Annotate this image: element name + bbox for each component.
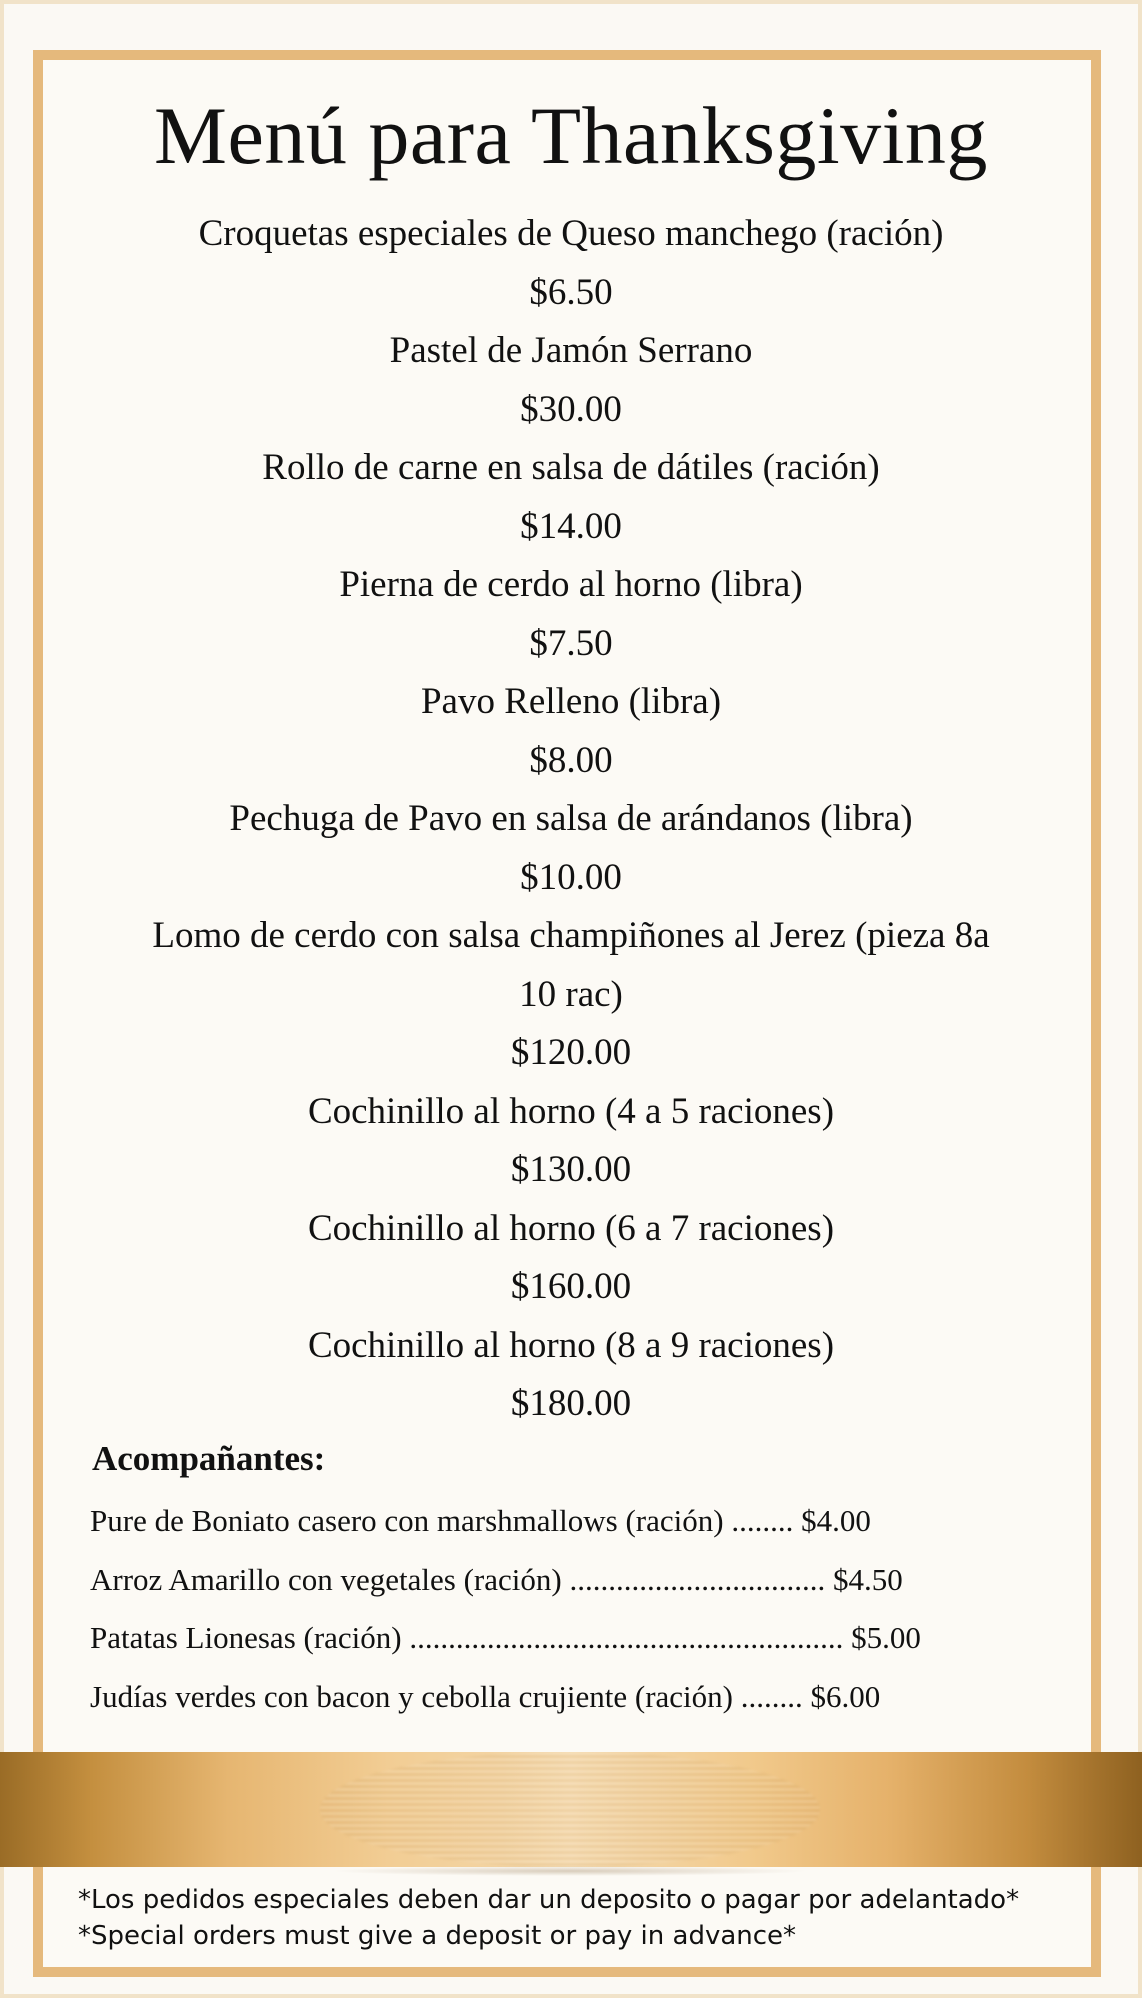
menu-item-name: Cochinillo al horno (8 a 9 raciones) (307, 1324, 835, 1366)
menu-item-name: Pechuga de Pavo en salsa de arándanos (libra) (229, 798, 913, 839)
menu-item (0, 205, 1142, 322)
menu-item-name: Pastel de Jamón Serrano (389, 330, 753, 371)
menu-item-name: Rollo de carne en salsa de dátiles (ración) (262, 447, 880, 488)
note-english: *Special orders must give a deposit or pay in advance* (78, 1921, 797, 1951)
menu-item-price: $8.00 (529, 739, 613, 781)
menu-item-name: Cochinillo al horno (6 a 7 raciones) (307, 1207, 835, 1249)
side-item: Patatas Lionesas (ración) ........................................................ $5.00 (90, 1620, 921, 1655)
menu-item (0, 790, 1142, 907)
footer-notes (78, 1882, 1078, 1954)
side-item: Judías verdes con bacon y cebolla crujiente (ración) ........ $6.00 (90, 1678, 881, 1714)
menu-item-name: Pierna de cerdo al horno (libra) (339, 564, 803, 605)
menu-item-price: $130.00 (510, 1149, 632, 1190)
menu-item (0, 1317, 1142, 1434)
menu-item-name: Lomo de cerdo con salsa champiñones al Jerez (pieza 8a 10 rac) (152, 915, 990, 1015)
menu-item-name: Croquetas especiales de Queso manchego (ración) (198, 213, 944, 254)
ribbon-shine (320, 1752, 820, 1867)
menu-item (0, 322, 1142, 439)
menu-item-price: $120.00 (510, 1032, 632, 1073)
menu-item (0, 1200, 1142, 1317)
menu-item (0, 673, 1142, 790)
menu-item-price: $6.50 (529, 271, 613, 313)
menu-item (0, 556, 1142, 673)
sides-list (90, 1492, 1010, 1726)
menu-item-name: Cochinillo al horno (4 a 5 raciones) (307, 1090, 835, 1132)
menu-item (0, 1083, 1142, 1200)
menu-item-price: $180.00 (510, 1383, 632, 1424)
menu-items-list (0, 205, 1142, 1434)
sides-heading: Acompañantes: (92, 1439, 326, 1478)
menu-item-price: $14.00 (520, 505, 622, 547)
note-spanish: *Los pedidos especiales deben dar un deposito o pagar por adelantado* (78, 1885, 1020, 1915)
side-item: Pure de Boniato casero con marshmallows (ración) ........ $4.00 (90, 1503, 871, 1538)
gold-ribbon (0, 1752, 1142, 1867)
ribbon-shadow (330, 1866, 810, 1876)
side-item: Arroz Amarillo con vegetales (ración) ................................. $4.50 (90, 1561, 903, 1597)
menu-title: Menú para Thanksgiving (154, 90, 988, 181)
menu-item-price: $7.50 (529, 622, 613, 664)
menu-item (0, 439, 1142, 556)
menu-item-price: $160.00 (510, 1266, 632, 1307)
menu-item-price: $10.00 (520, 856, 622, 898)
menu-item-name: Pavo Relleno (libra) (420, 681, 722, 722)
menu-item-price: $30.00 (520, 388, 622, 430)
menu-item (0, 907, 1142, 1083)
